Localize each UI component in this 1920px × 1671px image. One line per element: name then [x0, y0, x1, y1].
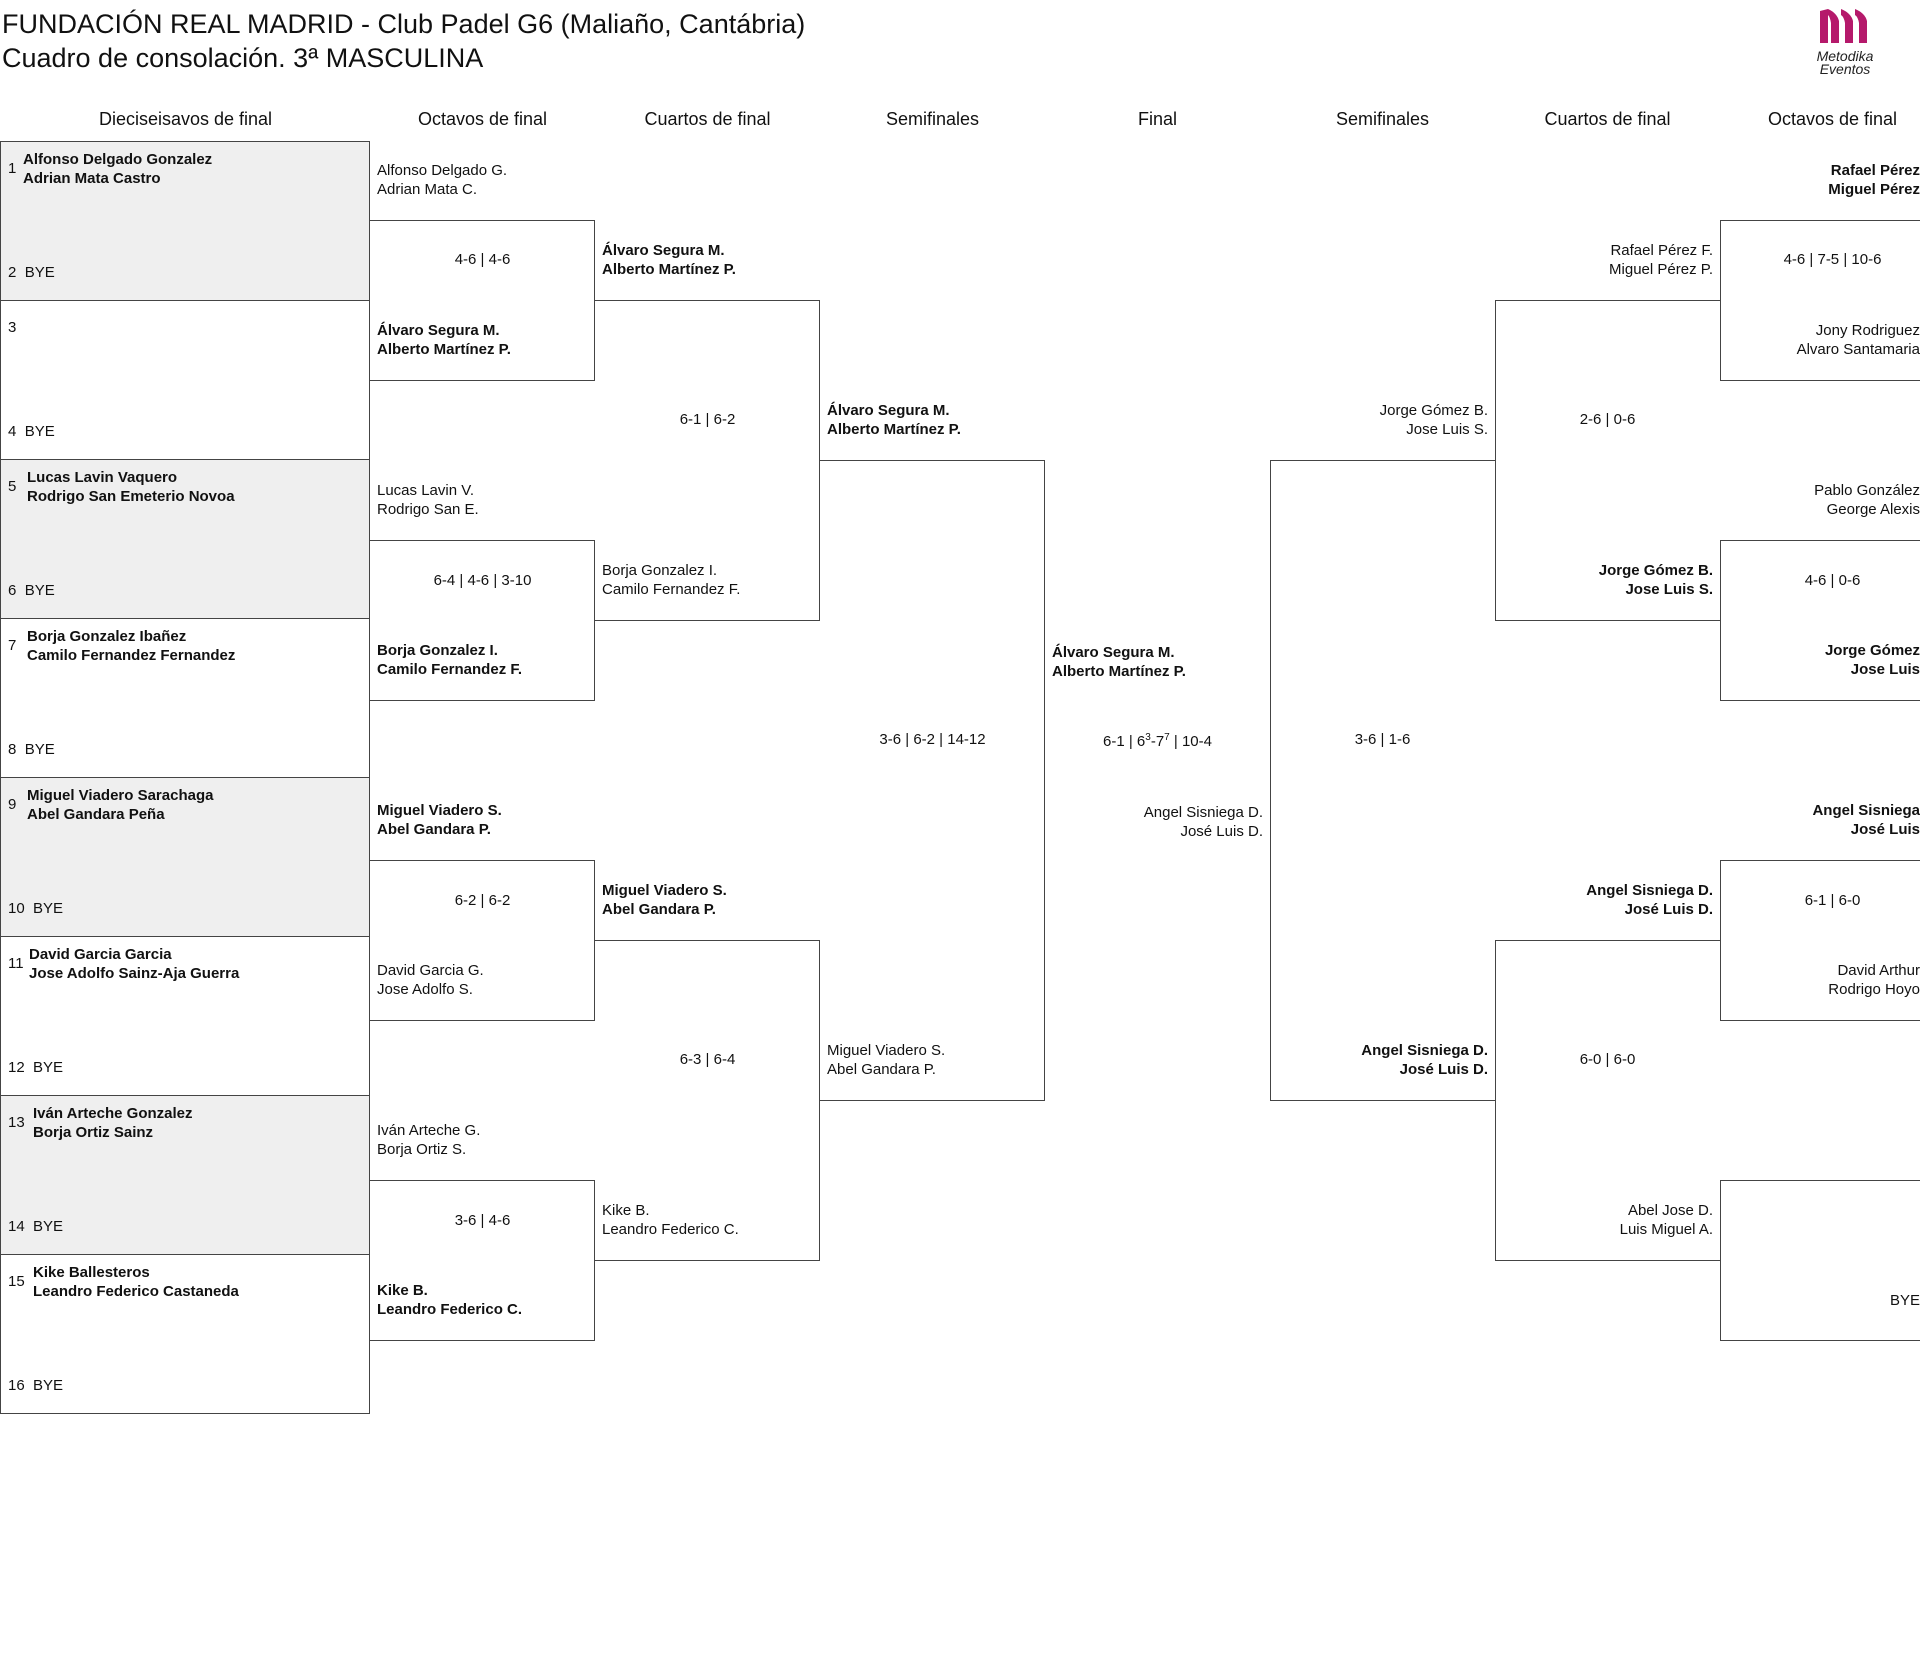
player-name: Miguel Pérez P.: [1609, 261, 1713, 278]
slot-number: 12: [8, 1059, 25, 1076]
bye-label: BYE: [24, 423, 55, 440]
player-name: José Luis: [1850, 821, 1920, 838]
player-name: Jose Luis S.: [1406, 421, 1488, 438]
column-header-octavos-right: Octavos de final: [1767, 109, 1898, 129]
slot-number: 1: [8, 160, 17, 177]
slot-pair: [23, 150, 212, 188]
player-name: Jose Luis: [1850, 661, 1920, 678]
player-name: Angel Sisniega: [1812, 802, 1920, 819]
cuartos-left-1-score: 6-1 | 6-2: [679, 411, 736, 428]
column-header-dieciseisavos: Dieciseisavos de final: [98, 109, 273, 129]
player-name: Jose Adolfo Sainz-Aja Guerra: [29, 965, 240, 982]
bye-label: BYE: [33, 1377, 64, 1394]
draw-subtitle: Cuadro de consolación. 3ª MASCULINA: [2, 43, 484, 73]
slot-number: 13: [8, 1114, 25, 1131]
semis-right-score: 3-6 | 1-6: [1354, 731, 1411, 748]
player-name: Rodrigo San Emeterio Novoa: [27, 488, 235, 505]
player-name: José Luis D.: [1399, 1061, 1488, 1078]
slot-number: 4: [8, 423, 17, 440]
player-name: Borja Ortiz S.: [377, 1141, 467, 1158]
first-round-match-6: [0, 936, 370, 1096]
slot-number: 2: [8, 264, 17, 281]
slot-pair: [29, 945, 239, 983]
bye-slot: [8, 582, 55, 600]
octavos-right-2-top: [1720, 481, 1920, 519]
player-name: Alfonso Delgado G.: [377, 162, 508, 179]
bye-slot: [8, 1218, 63, 1236]
player-name: Rodrigo Hoyo: [1828, 981, 1920, 998]
octavos-right-bracket-4: [1720, 1180, 1920, 1341]
bye-slot: [8, 423, 55, 441]
player-name: Iván Arteche Gonzalez: [33, 1105, 193, 1122]
player-name: Miguel Pérez: [1828, 181, 1920, 198]
octavos-left-2-score: 6-4 | 4-6 | 3-10: [433, 572, 532, 589]
player-name: Álvaro Segura M.: [377, 322, 500, 339]
player-name: Abel Gandara P.: [377, 821, 491, 838]
player-name: Pablo González: [1814, 482, 1920, 499]
player-name: Luis Miguel A.: [1619, 1221, 1713, 1238]
octavos-left-3-score: 6-2 | 6-2: [454, 892, 511, 909]
metodika-logo: [1795, 5, 1895, 77]
player-name: George Alexis: [1826, 501, 1920, 518]
player-name: Rafael Pérez F.: [1610, 242, 1713, 259]
bye-label: BYE: [24, 582, 55, 599]
bye-slot: [8, 900, 63, 918]
first-round-match-7: [0, 1095, 370, 1255]
player-name: Jorge Gómez: [1824, 642, 1920, 659]
player-name: Kike B.: [602, 1202, 650, 1219]
final-score-part: -7: [1150, 733, 1165, 750]
player-name: José Luis D.: [1624, 901, 1713, 918]
slot-number: 14: [8, 1218, 25, 1235]
first-round-match-3: [0, 459, 370, 619]
player-name: Borja Ortiz Sainz: [33, 1124, 154, 1141]
player-name: David Garcia Garcia: [29, 946, 172, 963]
slot-number: 16: [8, 1377, 25, 1394]
bye-label: BYE: [33, 1059, 64, 1076]
octavos-right-1-score: 4-6 | 7-5 | 10-6: [1783, 251, 1882, 268]
player-name: Abel Gandara P.: [602, 901, 716, 918]
final-score: [1045, 733, 1270, 751]
slot-number: 10: [8, 900, 25, 917]
player-name: Lucas Lavin V.: [377, 482, 475, 499]
logo-text-line2: Eventos: [1819, 61, 1871, 77]
slot-number: 5: [8, 478, 17, 495]
cuartos-left-2-top: [602, 881, 727, 919]
slot-pair: [27, 786, 213, 824]
semis-left-top: [827, 401, 961, 439]
slot-pair: [27, 468, 235, 506]
bye-slot: [8, 741, 55, 759]
player-name: David Arthur: [1837, 962, 1920, 979]
semis-right-top: [1270, 401, 1488, 439]
bye-slot: [8, 264, 55, 282]
player-name: Lucas Lavin Vaquero: [27, 469, 178, 486]
player-name: Kike Ballesteros: [33, 1264, 150, 1281]
tiebreak-superscript: 7: [1164, 732, 1170, 743]
semis-right-bottom: [1270, 1041, 1488, 1079]
slot-number: 9: [8, 796, 17, 813]
player-name: José Luis D.: [1180, 823, 1263, 840]
cuartos-left-1-bottom: [602, 561, 740, 599]
cuartos-right-2-bottom: [1495, 1201, 1713, 1239]
player-name: Jorge Gómez B.: [1598, 562, 1713, 579]
player-name: Borja Gonzalez Ibañez: [27, 628, 187, 645]
octavos-left-3-top: [377, 801, 502, 839]
first-round-match-4: [0, 618, 370, 778]
player-name: Adrian Mata C.: [377, 181, 478, 198]
cuartos-left-2-score: 6-3 | 6-4: [679, 1051, 736, 1068]
player-name: Alvaro Santamaria: [1796, 341, 1920, 358]
semis-left-bracket: [820, 460, 1045, 1101]
slot-number: 11: [8, 955, 24, 972]
player-name: Kike B.: [377, 1282, 428, 1299]
slot-pair: [33, 1263, 239, 1301]
slot-number: 6: [8, 582, 17, 599]
player-name: Abel Gandara Peña: [27, 806, 165, 823]
octavos-right-3-score: 6-1 | 6-0: [1804, 892, 1861, 909]
cuartos-right-2-top: [1495, 881, 1713, 919]
octavos-right-4-bottom: [1720, 1291, 1920, 1310]
player-name: Jony Rodriguez: [1815, 322, 1920, 339]
octavos-left-4-score: 3-6 | 4-6: [454, 1212, 511, 1229]
bye-label: BYE: [24, 741, 55, 758]
player-name: Abel Jose D.: [1627, 1202, 1713, 1219]
player-name: Álvaro Segura M.: [1052, 644, 1175, 661]
player-name: Abel Gandara P.: [827, 1061, 936, 1078]
bye-label: BYE: [1889, 1292, 1920, 1309]
octavos-right-2-score: 4-6 | 0-6: [1804, 572, 1861, 589]
first-round-match-2: [0, 300, 370, 460]
logo-text-line1: Metodika: [1816, 48, 1874, 64]
player-name: Jose Adolfo S.: [377, 981, 473, 998]
player-name: Angel Sisniega D.: [1361, 1042, 1488, 1059]
octavos-right-1-top: [1720, 161, 1920, 199]
cuartos-right-2-score: 6-0 | 6-0: [1579, 1051, 1636, 1068]
player-name: Camilo Fernandez F.: [602, 581, 741, 598]
final-score-part: | 10-4: [1169, 733, 1212, 750]
player-name: Jose Luis S.: [1625, 581, 1713, 598]
octavos-left-3-bottom: [377, 961, 484, 999]
slot-pair: [27, 627, 235, 665]
final-right-pair: [1045, 803, 1263, 841]
bye-label: BYE: [33, 1218, 64, 1235]
bye-slot: [8, 1059, 63, 1077]
player-name: Miguel Viadero S.: [602, 882, 727, 899]
slot-number: 8: [8, 741, 17, 758]
bye-slot: [8, 1377, 63, 1395]
player-name: Alfonso Delgado Gonzalez: [23, 151, 213, 168]
player-name: David Garcia G.: [377, 962, 484, 979]
column-header-semis-left: Semifinales: [885, 109, 980, 129]
slot-number: 3: [8, 319, 17, 336]
first-round-match-5: [0, 777, 370, 937]
semis-left-bottom: [827, 1041, 945, 1079]
player-name: Álvaro Segura M.: [827, 402, 950, 419]
octavos-left-2-top: [377, 481, 479, 519]
octavos-left-2-bottom: [377, 641, 522, 679]
first-round-match-1: [0, 141, 370, 301]
player-name: Leandro Federico Castaneda: [33, 1283, 239, 1300]
octavos-right-3-bottom: [1720, 961, 1920, 999]
tournament-title: FUNDACIÓN REAL MADRID - Club Padel G6 (Maliaño, Cantábria): [2, 9, 806, 39]
player-name: Iván Arteche G.: [377, 1122, 481, 1139]
column-header-semis-right: Semifinales: [1335, 109, 1430, 129]
final-left-pair: [1052, 643, 1186, 681]
column-header-octavos-left: Octavos de final: [417, 109, 548, 129]
player-name: Angel Sisniega D.: [1586, 882, 1713, 899]
tiebreak-superscript: 3: [1145, 732, 1151, 743]
octavos-left-4-bottom: [377, 1281, 522, 1319]
octavos-left-1-score: 4-6 | 4-6: [454, 251, 511, 268]
bye-label: BYE: [33, 900, 64, 917]
metodika-logo-icon: [1795, 5, 1895, 45]
octavos-right-1-bottom: [1720, 321, 1920, 359]
player-name: Alberto Martínez P.: [1052, 663, 1186, 680]
player-name: Jorge Gómez B.: [1379, 402, 1488, 419]
cuartos-right-1-score: 2-6 | 0-6: [1579, 411, 1636, 428]
player-name: Alberto Martínez P.: [377, 341, 511, 358]
column-header-cuartos-left: Cuartos de final: [644, 109, 771, 129]
player-name: Miguel Viadero S.: [827, 1042, 946, 1059]
player-name: Leandro Federico C.: [377, 1301, 523, 1318]
player-name: Miguel Viadero Sarachaga: [27, 787, 214, 804]
player-name: Alberto Martínez P.: [602, 261, 736, 278]
first-round-match-8: [0, 1254, 370, 1414]
column-header-final: Final: [1137, 109, 1177, 129]
player-name: Adrian Mata Castro: [23, 170, 161, 187]
slot-number: 15: [8, 1273, 25, 1290]
octavos-left-1-bottom: [377, 321, 511, 359]
player-name: Alberto Martínez P.: [827, 421, 961, 438]
column-header-cuartos-right: Cuartos de final: [1544, 109, 1671, 129]
octavos-left-1-top: [377, 161, 507, 199]
octavos-left-4-top: [377, 1121, 480, 1159]
bye-label: BYE: [24, 264, 55, 281]
player-name: Miguel Viadero S.: [377, 802, 502, 819]
player-name: Camilo Fernandez Fernandez: [27, 647, 236, 664]
player-name: Rafael Pérez: [1830, 162, 1920, 179]
player-name: Leandro Federico C.: [602, 1221, 739, 1238]
cuartos-left-1-top: [602, 241, 736, 279]
player-name: Borja Gonzalez I.: [602, 562, 718, 579]
octavos-right-2-bottom: [1720, 641, 1920, 679]
octavos-right-3-top: [1720, 801, 1920, 839]
cuartos-left-2-bottom: [602, 1201, 739, 1239]
player-name: Borja Gonzalez I.: [377, 642, 498, 659]
cuartos-right-1-top: [1495, 241, 1713, 279]
semis-right-bracket: [1270, 460, 1495, 1101]
semis-left-score: 3-6 | 6-2 | 14-12: [879, 731, 986, 748]
player-name: Álvaro Segura M.: [602, 242, 725, 259]
player-name: Rodrigo San E.: [377, 501, 479, 518]
slot-pair: [33, 1104, 193, 1142]
final-score-part: 6-1 | 6: [1103, 733, 1146, 750]
slot-number: 7: [8, 637, 17, 654]
player-name: Angel Sisniega D.: [1143, 804, 1263, 821]
cuartos-right-1-bottom: [1495, 561, 1713, 599]
player-name: Camilo Fernandez F.: [377, 661, 523, 678]
